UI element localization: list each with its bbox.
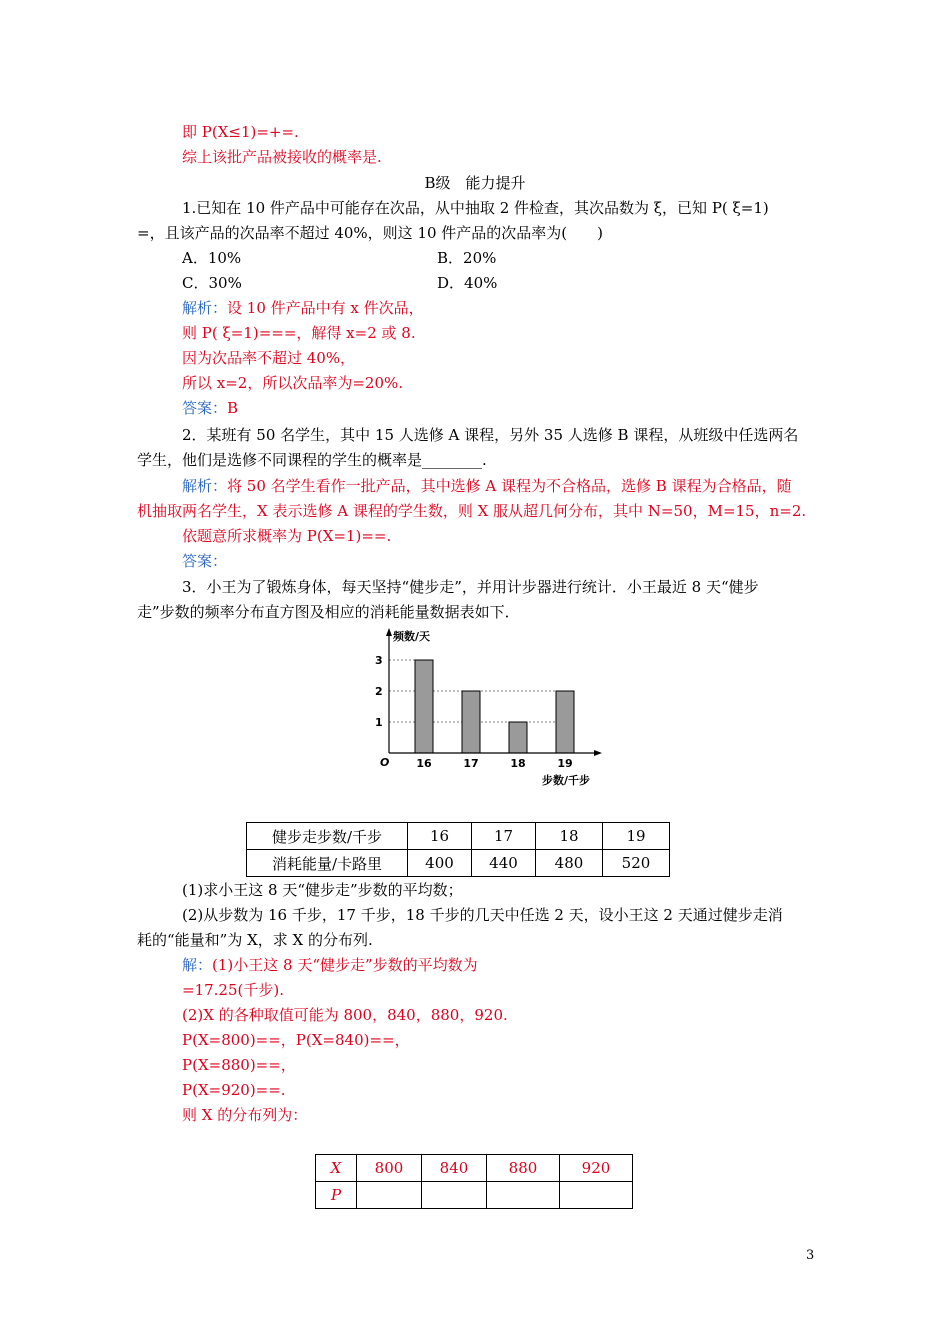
solution-3-line-6: P(X=920)==.	[182, 1081, 286, 1099]
x-tick-label: 19	[557, 757, 573, 770]
answer-1-value: B	[227, 399, 239, 417]
option-d: D．40%	[437, 274, 498, 292]
table-cell: 440	[472, 850, 536, 877]
table-cell	[357, 1182, 422, 1209]
table-cell: 健步走步数/千步	[247, 823, 408, 850]
solution-label: 解析：	[182, 477, 228, 495]
x-axis-label: 步数/千步	[542, 774, 591, 787]
table-cell: 17	[472, 823, 536, 850]
solution-3-line-5: P(X=880)==，	[182, 1056, 296, 1074]
table-cell: 消耗能量/卡路里	[247, 850, 408, 877]
table-row	[316, 1155, 633, 1182]
table-cell: 16	[408, 823, 472, 850]
solution-1-line-1	[182, 298, 424, 318]
question-3-part-1: (1)求小王这 8 天“健步走”步数的平均数；	[182, 881, 463, 899]
distribution-table	[315, 1154, 633, 1209]
y-tick-labels	[375, 654, 383, 729]
solution-1-line-4: 所以 x=2，所以次品率为=20%.	[182, 374, 404, 392]
y-tick-label: 2	[375, 685, 383, 698]
solution-1-line-3: 因为次品率不超过 40%，	[182, 349, 356, 367]
question-3-line-2: 走”步数的频率分布直方图及相应的消耗能量数据表如下．	[137, 603, 520, 621]
answer-2-label: 答案：	[182, 552, 228, 570]
x-tick-label: 17	[463, 757, 479, 770]
origin-label: O	[380, 756, 390, 769]
table-cell: 920	[560, 1155, 633, 1182]
question-1-line-1: 1.已知在 10 件产品中可能存在次品，从中抽取 2 件检查，其次品数为 ξ，已知 P( ξ=1)	[182, 199, 769, 217]
y-tick-label: 1	[375, 716, 383, 729]
question-2-line-2: 学生，他们是选修不同课程的学生的概率是________.	[137, 451, 487, 469]
solution-label: 解：	[182, 956, 213, 974]
question-1-line-2: =，且该产品的次品率不超过 40%，则这 10 件产品的次品率为( )	[137, 224, 604, 242]
solution-3-line-7: 则 X 的分布列为：	[182, 1106, 308, 1124]
chart-bars	[415, 660, 574, 753]
question-3-part-2-line-1: (2)从步数为 16 千步，17 千步，18 千步的几天中任选 2 天，设小王这 2 天通过健步走消	[182, 906, 783, 924]
table-cell	[487, 1182, 560, 1209]
energy-table	[246, 822, 670, 877]
solution-3-line-4: P(X=800)==，P(X=840)==，	[182, 1031, 410, 1049]
table-cell: 520	[603, 850, 670, 877]
solution-2-line-2: 机抽取两名学生，X 表示选修 A 课程的学生数，则 X 服从超几何分布，其中 N=50，M=15，n=2.	[137, 502, 807, 520]
table-cell: 840	[422, 1155, 487, 1182]
table-cell: 480	[536, 850, 603, 877]
x-tick-labels	[416, 757, 572, 770]
histogram-chart	[360, 620, 620, 795]
y-axis-arrow	[386, 628, 392, 636]
options-row-2	[182, 273, 497, 293]
question-3-part-2-line-2: 耗的“能量和”为 X，求 X 的分布列.	[137, 931, 373, 949]
solution-3-line-2: =17.25(千步).	[182, 981, 284, 999]
solution-2-text: 将 50 名学生看作一批产品，其中选修 A 课程为不合格品，选修 B 课程为合格品，随	[227, 477, 792, 495]
option-a: A．10%	[182, 249, 242, 267]
x-tick-label: 18	[510, 757, 526, 770]
table-row	[247, 823, 670, 850]
solution-3-text: (1)小王这 8 天“健步走”步数的平均数为	[212, 956, 478, 974]
histogram-bar	[462, 691, 480, 753]
table-cell: X	[316, 1155, 357, 1182]
table-row	[316, 1182, 633, 1209]
table-cell: 880	[487, 1155, 560, 1182]
question-3-line-1: 3．小王为了锻炼身体，每天坚持“健步走”，并用计步器进行统计．小王最近 8 天“健步	[182, 578, 759, 596]
histogram-bar	[415, 660, 433, 753]
table-cell: 18	[536, 823, 603, 850]
page-number: 3	[806, 1248, 815, 1263]
answer-1	[182, 398, 238, 418]
histogram-bar	[556, 691, 574, 753]
solution-2-line-3: 依题意所求概率为 P(X=1)==.	[182, 527, 392, 545]
y-axis-label: 频数/天	[393, 630, 431, 643]
table-cell: 19	[603, 823, 670, 850]
x-axis-arrow	[594, 750, 602, 756]
solution-label: 解析：	[182, 299, 228, 317]
section-heading: B级 能力提升	[424, 174, 526, 192]
table-cell: 400	[408, 850, 472, 877]
table-cell	[422, 1182, 487, 1209]
option-b: B．20%	[437, 249, 497, 267]
table-cell	[560, 1182, 633, 1209]
solution-2-line-1	[182, 476, 792, 496]
table-cell: 800	[357, 1155, 422, 1182]
solution-1-line-2: 则 P( ξ=1)===，解得 x=2 或 8.	[182, 324, 416, 342]
solution-3-line-3: (2)X 的各种取值可能为 800，840，880，920.	[182, 1006, 508, 1024]
x-tick-label: 16	[416, 757, 432, 770]
options-row-1	[182, 248, 496, 268]
question-2-line-1: 2．某班有 50 名学生，其中 15 人选修 A 课程，另外 35 人选修 B 课程，从班级中任选两名	[182, 426, 799, 444]
y-tick-label: 3	[375, 654, 383, 667]
option-c: C．30%	[182, 274, 242, 292]
line-accept-prob: 综上该批产品被接收的概率是.	[182, 148, 382, 166]
answer-label: 答案：	[182, 399, 228, 417]
histogram-bar	[509, 722, 527, 753]
line-prob-le1: 即 P(X≤1)=+=.	[182, 123, 299, 141]
table-row	[247, 850, 670, 877]
solution-1-text: 设 10 件产品中有 x 件次品，	[227, 299, 424, 317]
table-cell: P	[316, 1182, 357, 1209]
solution-3-line-1	[182, 955, 478, 975]
